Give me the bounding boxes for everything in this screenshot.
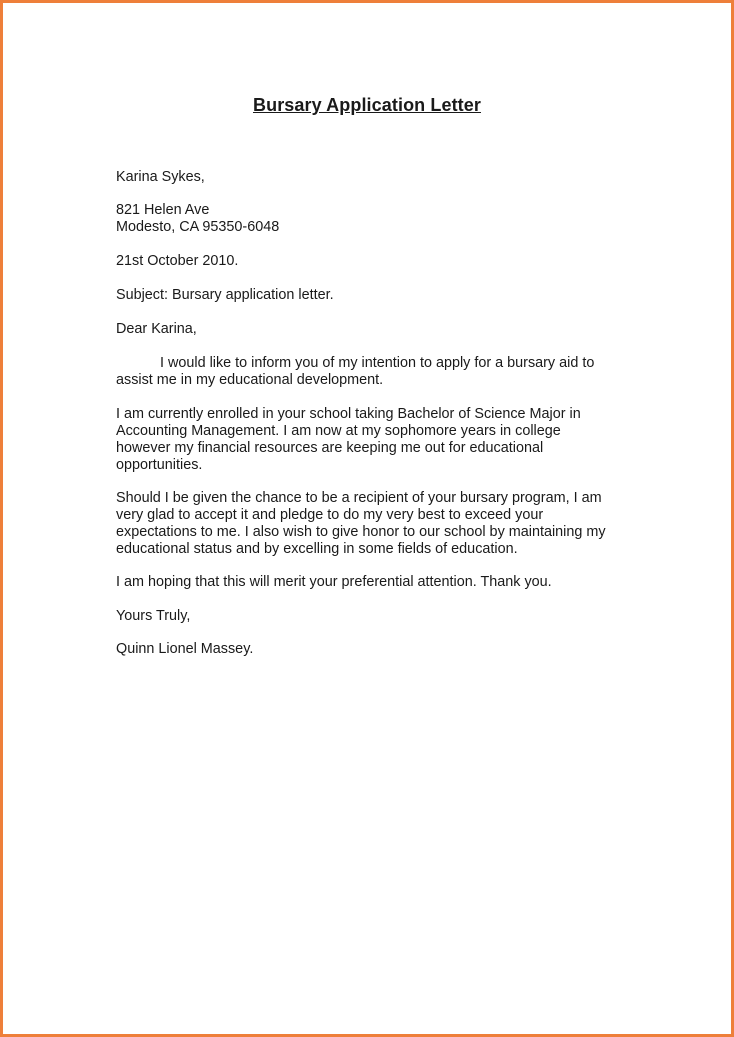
letter-date: 21st October 2010. [116, 253, 239, 269]
closing: Yours Truly, [116, 608, 191, 624]
recipient-name: Karina Sykes, [116, 169, 205, 185]
paragraph-3-line: Should I be given the chance to be a recipient of your bursary program, I am [116, 490, 602, 506]
letter-title: Bursary Application Letter [253, 95, 481, 115]
paragraph-1-line: assist me in my educational development. [116, 372, 384, 388]
paragraph-2-line: opportunities. [116, 457, 203, 473]
signature: Quinn Lionel Massey. [116, 641, 254, 657]
address-line-1: 821 Helen Ave [116, 202, 210, 218]
paragraph-1-line: I would like to inform you of my intention to apply for a bursary aid to [160, 355, 595, 371]
paragraph-2-line: however my financial resources are keeping me out for educational [116, 440, 544, 456]
paragraph-3-line: expectations to me. I also wish to give honor to our school by maintaining my [116, 524, 606, 540]
address-line-2: Modesto, CA 95350-6048 [116, 219, 280, 235]
paragraph-3-line: educational status and by excelling in some fields of education. [116, 541, 518, 557]
paragraph-2-line: Accounting Management. I am now at my sophomore years in college [116, 423, 561, 439]
paragraph-3-line: very glad to accept it and pledge to do my very best to exceed your [116, 507, 544, 523]
subject-line: Subject: Bursary application letter. [116, 287, 334, 303]
paragraph-4: I am hoping that this will merit your preferential attention. Thank you. [116, 574, 552, 590]
paragraph-2-line: I am currently enrolled in your school taking Bachelor of Science Major in [116, 406, 581, 422]
salutation: Dear Karina, [116, 321, 197, 337]
